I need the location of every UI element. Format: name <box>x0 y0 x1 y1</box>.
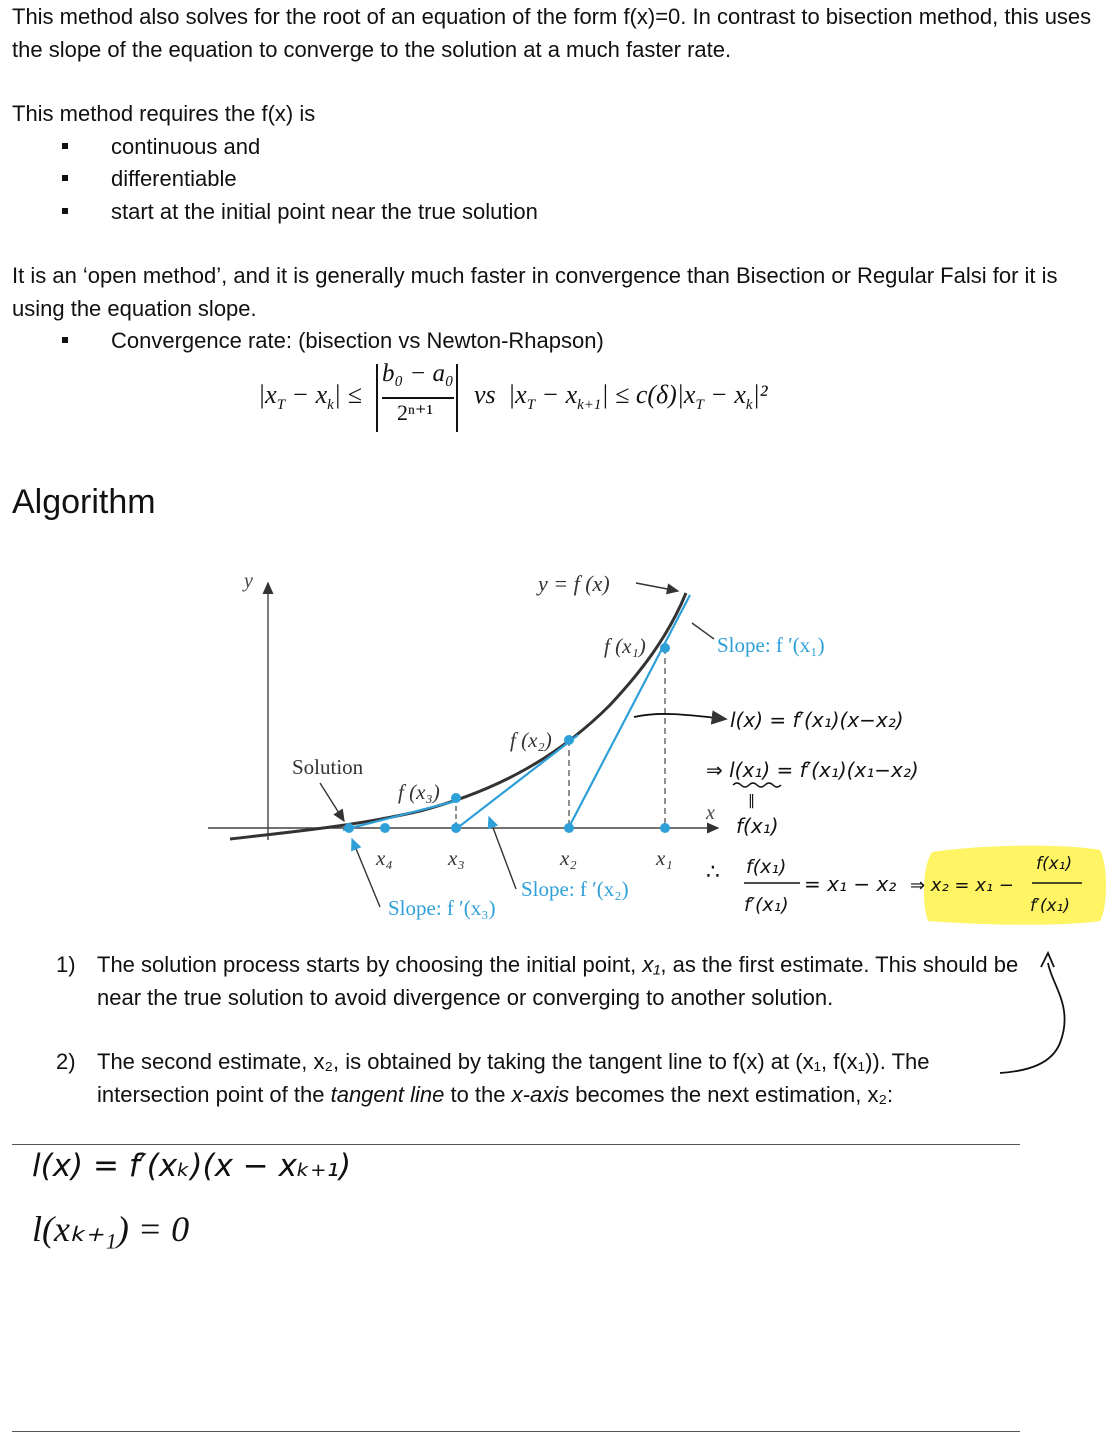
loop-arrow <box>990 945 1080 1085</box>
label-f-x3: f (x₃) <box>398 780 440 804</box>
tangent-x3 <box>343 800 460 830</box>
step-text: The second estimate, x₂, is obtained by taking the tangent line to f(x) at (x₁, f(x₁)). The intersection point of the tangent line to the x-axis becomes the next estimation, x₂: <box>97 1049 930 1107</box>
slope-x1-label: Slope: f ′(x₁) <box>717 633 825 657</box>
curve-label-arrow <box>636 583 678 591</box>
step-number: 2) <box>56 1049 76 1074</box>
label-f-x1: f (x₁) <box>604 634 646 658</box>
label-x3: x₃ <box>448 846 465 870</box>
bullet-marker <box>62 175 68 181</box>
formula-lhs: $|x_T - x_k|$ ≤ <box>258 380 362 414</box>
step-text: The solution process starts by choosing the initial point, x₁, as the first estimate. This should be near the true solution to avoid divergence or converging to another solution. <box>97 952 1019 1010</box>
bullet-text: start at the initial point near the true solution <box>111 199 538 224</box>
label-x4: x₄ <box>376 846 393 870</box>
point-f-x3 <box>451 793 461 803</box>
bullet-text: continuous and <box>111 134 261 159</box>
open-method-paragraph: It is an ‘open method’, and it is generally much faster in convergence than Bisection or Regular Falsi for it is using the equation slope. <box>12 263 1058 321</box>
y-axis-label: y <box>244 570 253 592</box>
point-x3 <box>451 823 461 833</box>
hand-general-tangent-eq: l(x) = f′(xₖ)(x − xₖ₊₁) <box>32 1148 352 1184</box>
bullet-text: differentiable <box>111 166 237 191</box>
intro-paragraph: This method also solves for the root of an equation of the form f(x)=0. In contrast to bisection method, this uses the slope of the equation to converge to the solution at a much faster rate. <box>12 4 1092 62</box>
hand-equals-mark: ‖ <box>748 793 755 809</box>
bullet-marker <box>62 208 68 214</box>
divider-bottom <box>12 1431 1020 1432</box>
x-axis-label: x <box>706 802 715 824</box>
bullet-text: Convergence rate: (bisection vs Newton-Rhapson) <box>111 328 604 353</box>
slope-x2-label: Slope: f ′(x₂) <box>521 877 629 901</box>
bullet-marker <box>62 337 68 343</box>
label-x2: x₂ <box>560 846 577 870</box>
formula-numerator: b₀ − a₀ <box>382 360 454 387</box>
solution-arrow <box>320 783 344 821</box>
label-x1: x₁ <box>656 846 673 870</box>
formula-rhs: $|x_T - x_{k+1}| \le c(\delta)|x_T - x_k|^2$ <box>508 380 768 414</box>
point-f-x1 <box>660 643 670 653</box>
hand-frac-den: f′(x₁) <box>744 894 789 916</box>
formula-vs: vs <box>474 380 496 409</box>
convergence-formula <box>258 360 798 435</box>
point-x2 <box>564 823 574 833</box>
step-2 <box>56 1046 1036 1146</box>
hand-highlight-lhs: ⇒ x₂ = x₁ − <box>910 875 1014 896</box>
hand-highlight-den: f′(x₁) <box>1030 896 1070 916</box>
formula-denominator: 2ⁿ⁺¹ <box>397 400 434 425</box>
hand-tangent-at-x1: ⇒ l(x₁) = f′(x₁)(x₁−x₂) <box>706 758 919 782</box>
curve-label: y = f (x) <box>538 571 610 596</box>
root-condition-eq: l(xₖ₊₁) = 0 <box>32 1209 190 1249</box>
point-x1 <box>660 823 670 833</box>
point-f-x2 <box>564 735 574 745</box>
hand-fx1: f(x₁) <box>736 814 779 838</box>
point-solution <box>344 823 354 833</box>
hand-therefore: ∴ <box>706 860 720 885</box>
hand-tangent-eq: l(x) = f′(x₁)(x−x₂) <box>730 708 904 732</box>
hand-result: = x₁ − x₂ <box>804 872 897 896</box>
step-number: 1) <box>56 952 76 977</box>
hand-arrow <box>634 714 726 719</box>
hand-frac-num: f(x₁) <box>746 856 787 878</box>
tangent-x1 <box>568 595 690 829</box>
step-1 <box>56 949 1036 1049</box>
slope-x1-pointer <box>692 623 714 639</box>
label-f-x2: f (x₂) <box>510 728 552 752</box>
requirements-lead: This method requires the f(x) is <box>12 101 316 126</box>
slope-x3-label: Slope: f ′(x₃) <box>388 896 496 920</box>
bullet-marker <box>62 143 68 149</box>
hand-wavy-underline <box>733 783 781 787</box>
algorithm-heading: Algorithm <box>12 483 156 521</box>
hand-highlight-num: f(x₁) <box>1036 854 1073 874</box>
solution-label: Solution <box>292 755 364 779</box>
newton-raphson-figure <box>0 555 1119 935</box>
divider-top <box>12 1144 1020 1145</box>
point-x4 <box>380 823 390 833</box>
